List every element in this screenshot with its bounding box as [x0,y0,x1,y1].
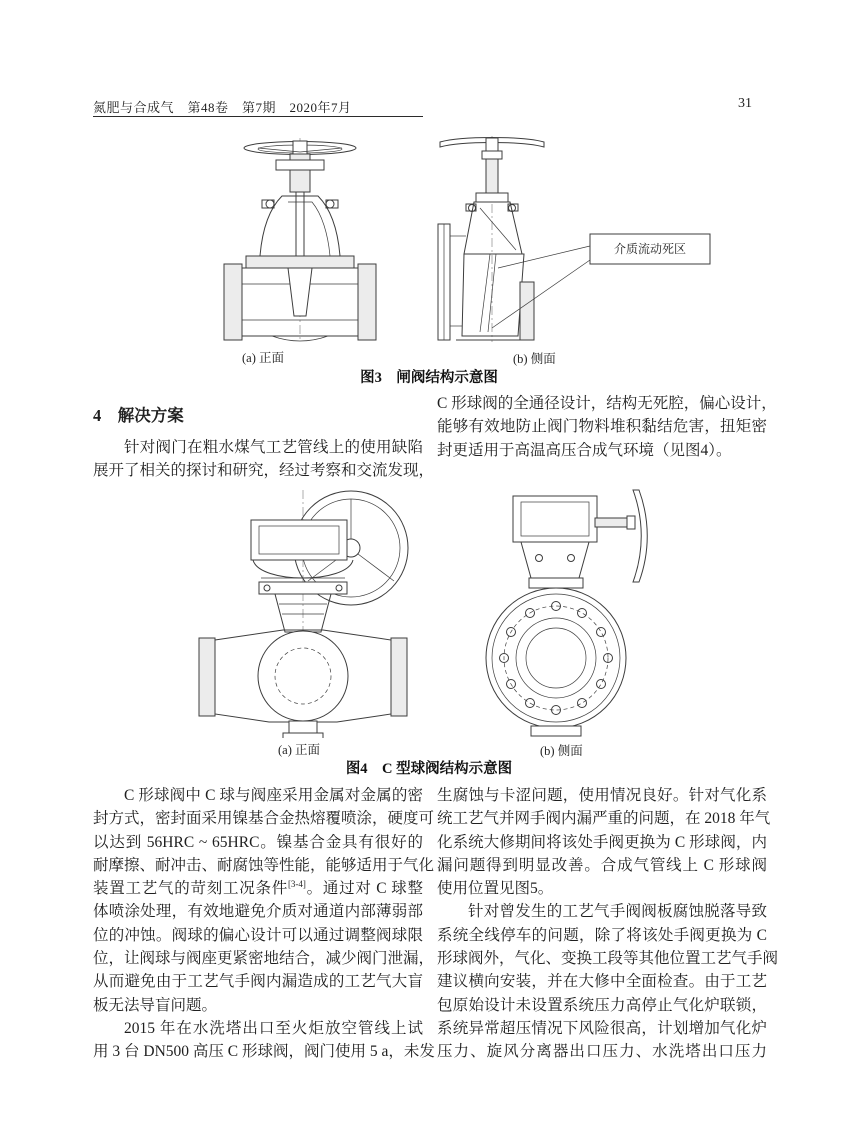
figure4-caption: 图4 C 型球阀结构示意图 [345,761,513,777]
figure3-label-side: (b) 侧面 [513,352,556,366]
page-number: 31 [738,96,752,111]
text-line: C 形球阀的全通径设计，结构无死腔，偏心设计， [437,395,777,412]
ball-valve-front-drawing [199,490,408,738]
body-right-column [437,784,779,1064]
figure4-drawing [185,488,715,738]
text-line: 封更适用于高温高压合成气环境（见图4）。 [437,441,732,459]
text-line: 压力、旋风分离器出口压力、水洗塔出口压力 [437,1043,767,1061]
text-line: 封方式，密封面采用镍基合金热熔覆喷涂，硬度可 [93,810,435,828]
text-segment: 装置工艺气的苛刻工况条件 [93,880,288,898]
text-line: 体喷涂处理，有效地避免介质对通道内部薄弱部 [93,903,423,921]
text-line: 生腐蚀与卡涩问题，使用情况良好。针对气化系 [437,787,767,804]
text-line: 以达到 56HRC ~ 65HRC。镍基合金具有很好的 [93,833,423,851]
citation-ref: [3-4] [287,879,306,890]
text-line: 位的冲蚀。阀球的偏心设计可以通过调整阀球限 [93,926,423,944]
gate-valve-side-drawing [438,136,544,342]
intro-left-column [93,436,435,483]
figure4-label-side: (b) 侧面 [540,744,583,758]
text-line: 展开了相关的探讨和研究，经过考察和交流发现， [93,462,435,480]
callout-label: 介质流动死区 [613,242,687,256]
figure3 [180,132,780,394]
text-line: C 形球阀中 C 球与阀座采用金属对金属的密 [124,787,423,804]
figure4-label-front: (a) 正面 [278,743,320,757]
text-line: 板无法导盲问题。 [93,996,218,1014]
intro-right-column [437,392,777,462]
text-line-with-citation [93,877,423,900]
text-line: 漏问题得到明显改善。合成气管线上 C 形球阀 [437,856,767,874]
text-line: 系统异常超压情况下风险很高，计划增加气化炉 [437,1019,767,1037]
body-left-column [93,784,435,1064]
text-line: 针对阀门在粗水煤气工艺管线上的使用缺陷 [124,439,423,456]
text-line: 建议横向安装，并在大修中全面检查。由于工艺 [437,973,767,991]
text-line: 位，让阀球与阀座更紧密地结合，减少阀门泄漏， [93,950,435,968]
text-line: 形球阀外，气化、变换工段等其他位置工艺气手阀 [437,950,779,968]
figure3-caption: 图3 闸阀结构示意图 [360,370,498,386]
figure3-label-front: (a) 正面 [242,351,284,365]
section-heading: 4 解决方案 [93,406,184,425]
text-line: 包原始设计未设置系统压力高停止气化炉联锁， [437,996,767,1014]
text-line: 系统全线停车的问题，除了将该处手阀更换为 C [437,926,767,944]
running-head: 氮肥与合成气 第48卷 第7期 2020年7月 [93,100,352,115]
header-rule [93,116,423,117]
text-segment: 。通过对 C 球整 [305,880,423,898]
text-line: 从而避免由于工艺气手阀内漏造成的工艺气大盲 [93,973,423,991]
ball-valve-side-drawing [486,490,647,736]
text-line: 针对曾发生的工艺气手阀阀板腐蚀脱落导致 [468,903,767,921]
text-line: 用 3 台 DN500 高压 C 形球阀，阀门使用 5 a，未发 [93,1043,435,1061]
figure4 [185,488,715,780]
text-line: 化系统大修期间将该处手阀更换为 C 形球阀，内 [437,833,767,851]
text-line: 2015 年在水洗塔出口至火炬放空管线上试 [124,1019,423,1037]
text-line: 使用位置见图5。 [437,880,554,898]
text-line: 能够有效地防止阀门物料堆积黏结危害，扭矩密 [437,418,767,436]
text-line: 统工艺气并网手阀内漏严重的问题，在 2018 年气 [437,810,771,828]
text-line: 耐摩擦、耐冲击、耐腐蚀等性能，能够适用于气化 [93,856,435,874]
gate-valve-front-drawing [224,138,376,342]
